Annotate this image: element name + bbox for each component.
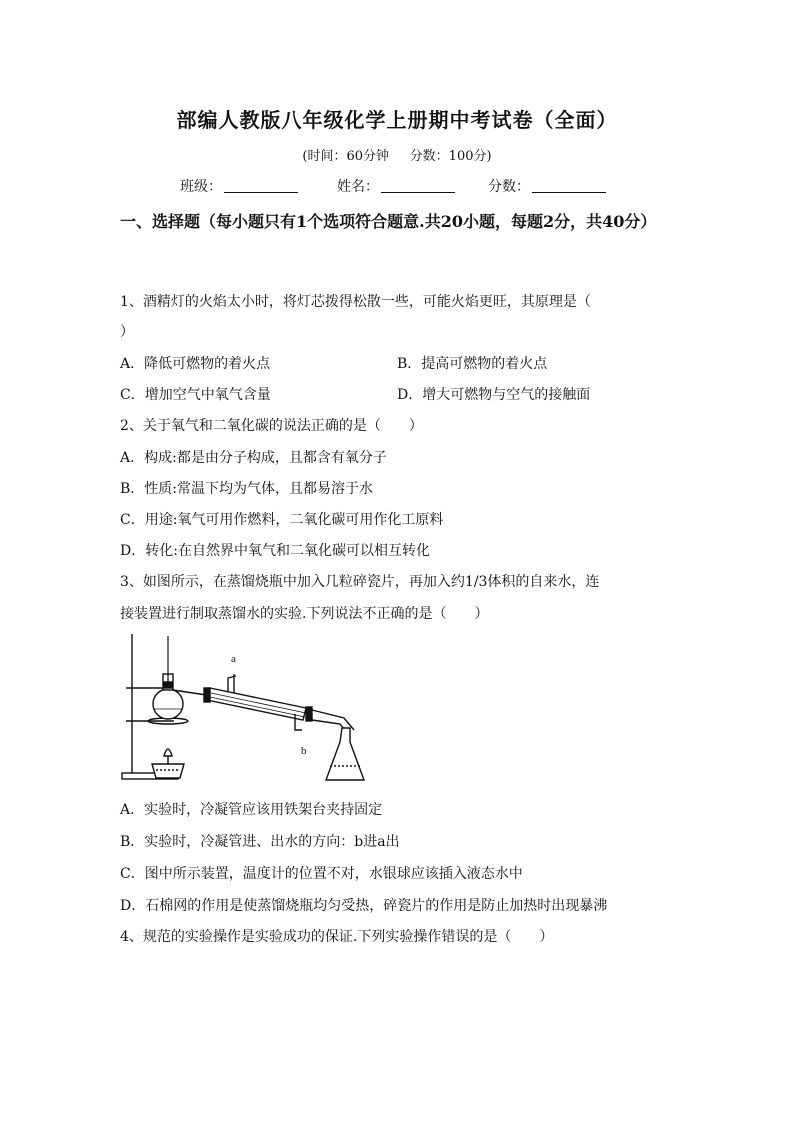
page-title: 部编人教版八年级化学上册期中考试卷（全面）: [176, 108, 618, 132]
score-blank[interactable]: [532, 178, 606, 193]
label-b: b: [301, 745, 307, 757]
question-3-stem-cont: 接装置进行制取蒸馏水的实验.下列说法不正确的是（ ）: [120, 606, 489, 622]
question-3-option-b[interactable]: B．实验时，冷凝管进、出水的方向：b进a出: [120, 834, 400, 850]
question-2-option-d[interactable]: D．转化:在自然界中氧气和二氧化碳可以相互转化: [120, 543, 430, 559]
question-1-option-a[interactable]: A．降低可燃物的着火点: [120, 356, 271, 372]
class-blank[interactable]: [224, 178, 298, 193]
name-blank[interactable]: [381, 178, 455, 193]
question-2-option-b[interactable]: B．性质:常温下均为气体，且都易溶于水: [120, 481, 374, 497]
question-1-option-c[interactable]: C．增加空气中氧气含量: [120, 387, 271, 403]
score-label: 分数：: [488, 179, 530, 195]
question-3-option-a[interactable]: A．实验时，冷凝管应该用铁架台夹持固定: [120, 802, 383, 818]
exam-time-score: (时间：60分钟 分数：100分): [302, 149, 492, 164]
distilling-flask: [153, 689, 183, 719]
question-4-stem: 4、规范的实验操作是实验成功的保证.下列实验操作错误的是（ ）: [120, 929, 554, 945]
distillation-apparatus-figure: [118, 630, 368, 786]
question-2-stem: 2、关于氧气和二氧化碳的说法正确的是（ ）: [120, 418, 423, 434]
question-1-option-b[interactable]: B．提高可燃物的着火点: [397, 356, 548, 372]
label-a: a: [231, 653, 236, 665]
question-2-option-c[interactable]: C．用途:氧气可用作燃料，二氧化碳可用作化工原料: [120, 512, 444, 528]
name-label: 姓名：: [337, 179, 379, 195]
question-1-stem: 1、酒精灯的火焰太小时，将灯芯拨得松散一些，可能火焰更旺，其原理是（: [120, 294, 591, 310]
question-3-option-c[interactable]: C．图中所示装置，温度计的位置不对，水银球应该插入液态水中: [120, 866, 523, 882]
condenser: [207, 688, 306, 720]
class-field: [180, 176, 298, 196]
section-heading: 一、选择题（每小题只有1个选项符合题意.共20小题，每题2分，共40分）: [120, 212, 657, 231]
score-field: [488, 176, 606, 196]
name-field: [337, 176, 455, 196]
alcohol-lamp: [152, 764, 184, 778]
question-1-stem-cont: ）: [120, 324, 134, 340]
question-1-option-d[interactable]: D．增大可燃物与空气的接触面: [397, 387, 591, 403]
question-2-option-a[interactable]: A．构成:都是由分子构成，且都含有氧分子: [120, 450, 387, 466]
class-label: 班级：: [180, 179, 222, 195]
question-3-option-d[interactable]: D．石棉网的作用是使蒸馏烧瓶均匀受热，碎瓷片的作用是防止加热时出现暴沸: [120, 898, 608, 914]
question-3-stem: 3、如图所示，在蒸馏烧瓶中加入几粒碎瓷片，再加入约1/3体积的自来水，连: [120, 574, 600, 590]
receiving-flask: [326, 728, 364, 780]
